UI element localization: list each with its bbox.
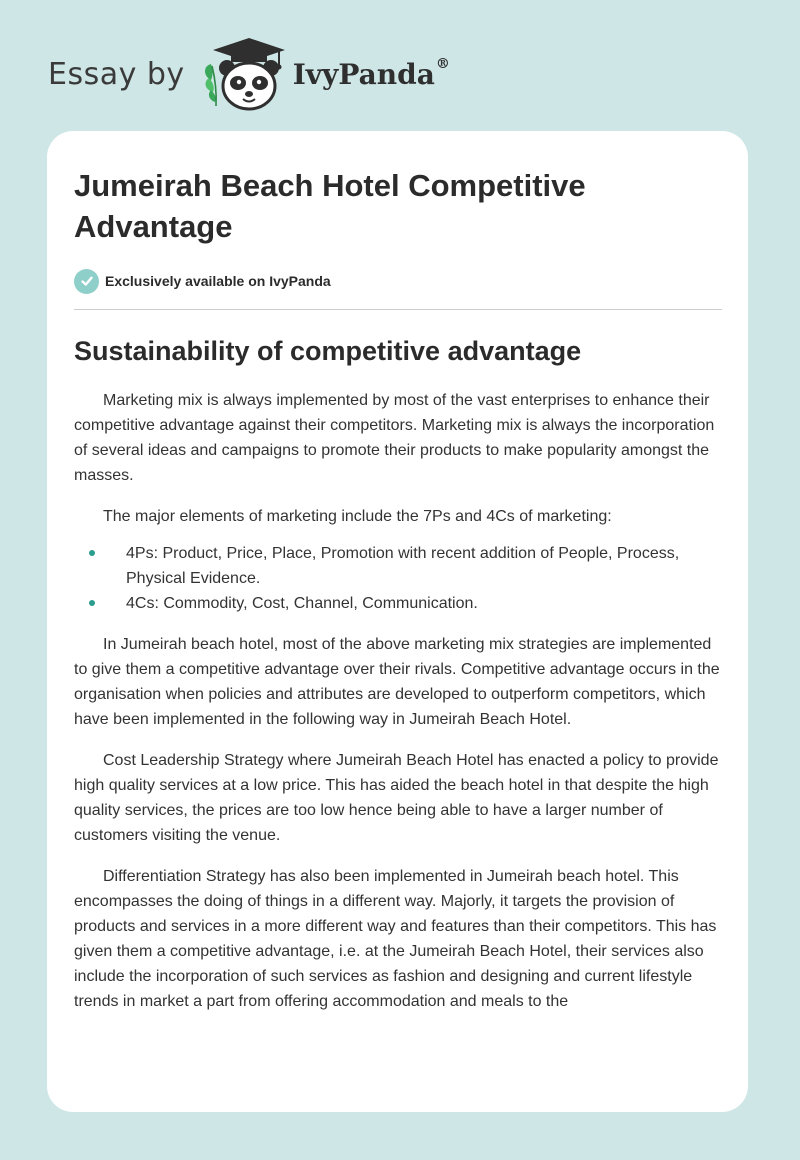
paragraph: Differentiation Strategy has also been implemented in Jumeirah beach hotel. This encompasses the doing of things in a different way. Majorly, it targets the provision of products and services in a more different way and features than their competitors. This has given them a competitive advantage, i.e. at the Jumeirah Beach Hotel, their services also include the incorporation of such services as fashion and designing and current lifestyle trends in market a part from offering accommodation and meals to the [74,868,717,1010]
paragraph: The major elements of marketing include the 7Ps and 4Cs of marketing: [103,508,612,525]
paragraph: Cost Leadership Strategy where Jumeirah Beach Hotel has enacted a policy to provide high quality services at a low price. This has aided the beach hotel in that despite the high quality services, the prices are too low hence being able to have a larger number of customers visiting the venue. [74,752,719,844]
list-item [74,541,724,591]
brand-prefix: Essay by [48,56,185,92]
list-item-text: 4Ps: Product, Price, Place, Promotion with recent addition of People, Process, Physical Evidence. [126,545,680,587]
brand-name-text: IvyPanda [292,57,435,91]
bullet-icon [89,600,95,606]
page-title: Jumeirah Beach Hotel Competitive Advantage [74,168,586,244]
list-item-text: 4Cs: Commodity, Cost, Channel, Communication. [126,595,478,612]
essay-card [47,131,748,1112]
exclusive-badge [74,267,722,295]
check-icon [74,269,99,294]
divider [74,309,722,310]
bullet-icon [89,550,95,556]
badge-text: Exclusively available on IvyPanda [105,273,331,289]
list-item [74,591,724,616]
brand-header[interactable] [48,34,450,114]
paragraph: Marketing mix is always implemented by most of the vast enterprises to enhance their competitive advantage against their competitors. Marketing mix is always the incorporation of several ideas and campaigns to promote their products to make popularity amongst the masses. [74,392,715,484]
section-heading: Sustainability of competitive advantage [74,336,582,366]
brand-name [292,55,450,91]
panda-graduate-icon [199,36,289,112]
registered-mark: ® [435,55,450,72]
bullet-list [74,541,724,616]
paragraph: In Jumeirah beach hotel, most of the above marketing mix strategies are implemented to give them a competitive advantage over their rivals. Competitive advantage occurs in the organisation when policies and attributes are developed to outperform competitors, which have been implemented in the following way in Jumeirah Beach Hotel. [74,636,720,728]
article-body [74,388,724,1014]
